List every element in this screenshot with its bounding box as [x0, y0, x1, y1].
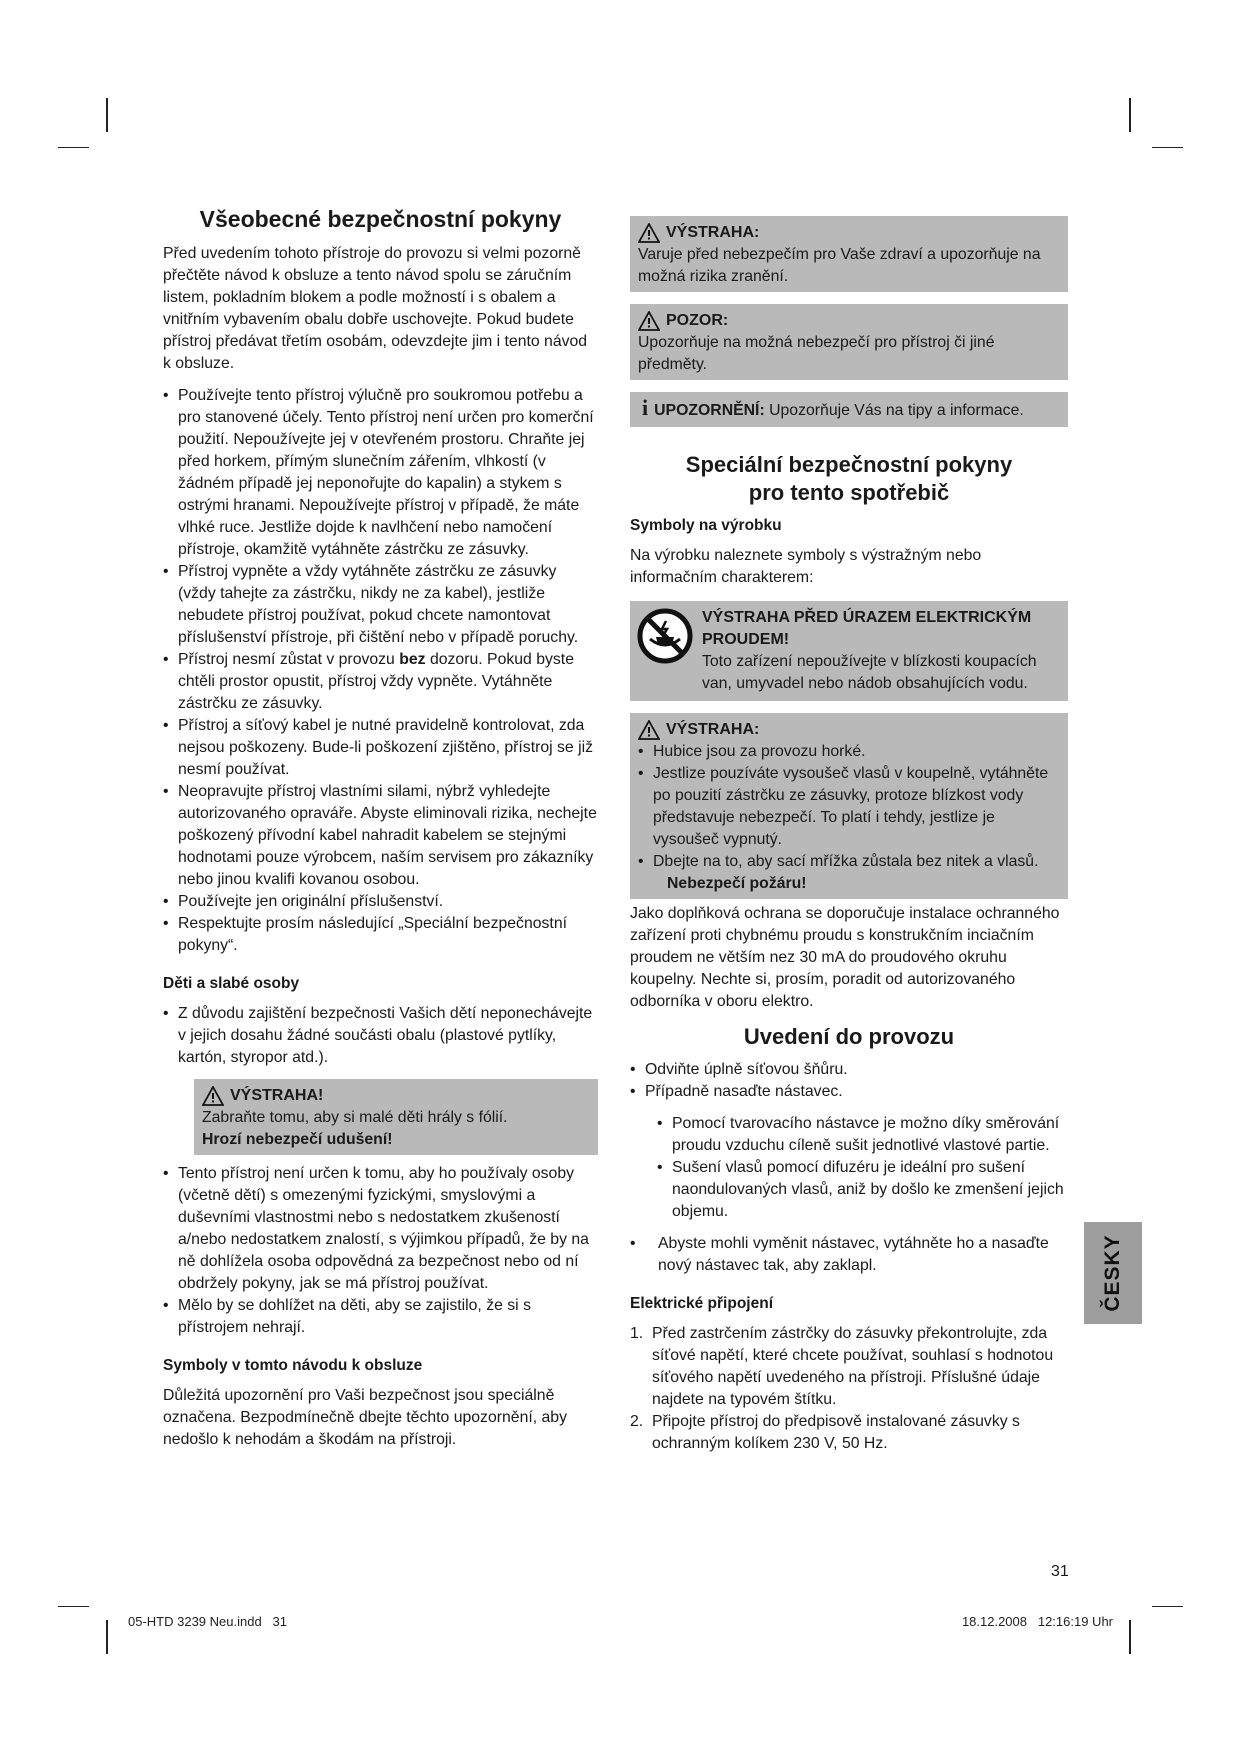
startup-item: • Případně nasaďte nástavec.: [630, 1081, 1068, 1103]
children-heading: Děti a slabé osoby: [163, 975, 300, 992]
electric-shock-warning-box: [630, 601, 1068, 701]
child-warning-text: Zabraňte tomu, aby si malé děti hrály s fólií.: [202, 1109, 508, 1126]
hot-warning-item: • Dbejte na to, aby sací mřížka zůstala bez nitek a vlasů.: [638, 851, 1060, 873]
hot-warning-item: • Hubice jsou za provozu horké.: [638, 741, 1060, 763]
electrical-heading: Elektrické připojení: [630, 1295, 773, 1312]
left-column: [163, 205, 598, 1451]
safety-item: • Neopravujte přístroj vlastními silami, nýbrž vyhledejte autorizovaného opraváře. Abyste eliminovali rizika, nechejte poškozený přívodní kabel nahradit kabelem se stejnými hodnotami pouze výrobcem, naším servisem pro zákazníky nebo jinou kvalifi kovanou osobou.: [163, 781, 598, 891]
crop-mark: [58, 1606, 89, 1607]
upozorneni-text: Upozorňuje Vás na tipy a informace.: [764, 402, 1024, 419]
warning-triangle-icon: [202, 1086, 224, 1106]
safety-item: • Respektujte prosím následující „Speciální bezpečnostní pokyny“.: [163, 913, 598, 957]
warning-triangle-icon: [638, 311, 660, 331]
manual-symbols-heading: Symboly v tomto návodu k obsluze: [163, 1357, 423, 1374]
safety-item: • Přístroj a síťový kabel je nutné pravidelně kontrolovat, zda nejsou poškozeny. Bude-li poškození zjištěno, přístroj se již nesmí používat.: [163, 715, 598, 781]
language-tab: ČESKY: [1084, 1222, 1142, 1324]
hot-warning-item: • Jestlize pouzíváte vysoušeč vlasů v koupelně, vytáhněte po pouzití zástrčku ze zásuvky, protoze blízkost vody představuje nebezpečí. To platí i tehdy, jestlize je vysoušeč vypnutý.: [638, 763, 1060, 851]
upozorneni-legend-box: [630, 392, 1068, 427]
children-item: • Mělo by se dohlížet na děti, aby se zajistilo, že si s přístrojem nehrají.: [163, 1295, 598, 1339]
footer-file-info: 05-HTD 3239 Neu.indd 31: [128, 1614, 287, 1629]
product-symbols-text: Na výrobku naleznete symboly s výstražným nebo informačním charakterem:: [630, 547, 982, 586]
crop-mark: [1152, 1606, 1183, 1607]
warning-triangle-icon: [638, 223, 660, 243]
right-column: [630, 216, 1068, 1455]
info-icon: i: [642, 395, 649, 420]
warning-triangle-icon: [638, 720, 660, 740]
safety-item: • Používejte tento přístroj výlučně pro soukromou potřebu a pro stanovené účely. Tento přístroj není určen pro komerční použití. Nepoužívejte jej v otevřeném prostoru. Chraňte jej před horkem, přímým slunečním zářením, vlhkostí (v žádném případě jej neponořujte do kapalin) a stykem s ostrými hranami. Nepoužívejte přístroj v případě, že máte vlhké ruce. Jestliže dojde k navlhčení nebo namočení přístroje, okamžitě vytáhněte zástrčku ze zásuvky.: [163, 385, 598, 561]
safety-item: • Používejte jen originální příslušenství.: [163, 891, 598, 913]
vystraha-title: VÝSTRAHA:: [666, 224, 760, 241]
startup-item: • Odviňte úplně síťovou šňůru.: [630, 1059, 1068, 1081]
crop-mark: [1129, 98, 1131, 132]
crop-mark: [58, 147, 89, 148]
pozor-text: Upozorňuje na možná nebezpečí pro přístroj či jiné předměty.: [638, 334, 995, 373]
children-item: • Z důvodu zajištění bezpečnosti Vašich dětí neponechávejte v jejich dosahu žádné součásti obalu (plastové pytlíky, kartón, styropor atd.).: [163, 1003, 598, 1069]
product-symbols-heading: Symboly na výrobku: [630, 517, 782, 534]
special-safety-title: Speciální bezpečnostní pokyny: [685, 452, 1013, 477]
attachment-item: • Sušení vlasů pomocí difuzéru je ideální pro sušení naondulovaných vlasů, aniž by došlo ke zmenšení jejich objemu.: [644, 1157, 1068, 1223]
intro-paragraph: Před uvedením tohoto přístroje do provozu si velmi pozorně přečtěte návod k obsluze a tento návod spolu se záručním listem, pokladním blokem a podle možností i s obalem a vnitřním vybavením obalu dobře uschovejte. Pokud budete přístroj předávat třetím osobám, odevzdejte jim i tento návod k obsluze.: [163, 245, 588, 372]
vystraha-text: Varuje před nebezpečím pro Vaše zdraví a upozorňuje na možná rizika zranění.: [638, 246, 1041, 285]
child-warning-bold: Hrozí nebezpečí udušení!: [202, 1131, 393, 1148]
electrical-item: 1. Před zastrčením zástrčky do zásuvky překontrolujte, zda síťové napětí, které chcete používat, souhlasí s hodnotou síťového napětí uvedeného na přístroji. Příslušné údaje najdete na typovém štítku.: [630, 1325, 1054, 1408]
general-safety-title: Všeobecné bezpečnostní pokyny: [199, 206, 562, 232]
pozor-title: POZOR:: [666, 312, 729, 329]
upozorneni-title: UPOZORNĚNÍ:: [654, 402, 765, 419]
special-safety-subtitle: pro tento spotřebič: [748, 480, 950, 505]
child-warning-title: VÝSTRAHA!: [230, 1087, 324, 1104]
safety-item: • Přístroj nesmí zůstat v provozu bez dozoru. Pokud byste chtěli prostor opustit, přístroj vždy vypněte. Vytáhněte zástrčku ze zásuvky.: [163, 649, 598, 715]
safety-list: [163, 385, 598, 957]
safety-item: • Přístroj vypněte a vždy vytáhněte zástrčku ze zásuvky (vždy tahejte za zástrčku, nikdy ne za kabel), jestliže nebudete přístroj používat, pokud chcete namontovat příslušenství přístroje, při čištění nebo v případě poruchy.: [163, 561, 598, 649]
page-number: 31: [1051, 1563, 1069, 1580]
hot-warning-title: VÝSTRAHA:: [666, 721, 760, 738]
crop-mark: [1129, 1620, 1131, 1654]
children-item: • Tento přístroj není určen k tomu, aby ho používaly osoby (včetně dětí) s omezenými fyzickými, smyslovými a duševními vlastnostmi nebo s nedostatkem zkušeností a/nebo nedostatkem znalostí, s výjimkou případů, že by na ně dohlížela osoba odpovědná za bezpečnost nebo od ní obdržely pokyny, jak se má přístroj používat.: [163, 1163, 598, 1295]
crop-mark: [106, 98, 108, 132]
crop-mark: [106, 1620, 108, 1654]
electric-shock-title: VÝSTRAHA PŘED ÚRAZEM ELEKTRICKÝM PROUDEM!: [702, 609, 1032, 648]
fire-danger-text: Nebezpečí požáru!: [667, 875, 807, 892]
child-warning-box: [194, 1079, 598, 1155]
crop-mark: [1152, 147, 1183, 148]
no-water-electric-icon: [636, 607, 694, 665]
electric-shock-text: Toto zařízení nepoužívejte v blízkosti koupacích van, umyvadel nebo nádob obsahujících vodu.: [702, 653, 1037, 692]
footer-timestamp: 18.12.2008 12:16:19 Uhr: [961, 1614, 1113, 1629]
hot-warning-box: [630, 713, 1068, 899]
electrical-item: 2. Připojte přístroj do předpisově instalované zásuvky s ochranným kolíkem 230 V, 50 Hz.: [630, 1413, 1020, 1452]
startup-title: Uvedení do provozu: [743, 1024, 955, 1049]
startup-item: • Abyste mohli vyměnit nástavec, vytáhněte ho a nasaďte nový nástavec tak, aby zaklapl.: [630, 1233, 1068, 1277]
attachment-item: • Pomocí tvarovacího nástavce je možno díky směrování proudu vzduchu cíleně sušit jednotlivé vlastové partie.: [644, 1113, 1068, 1157]
protection-paragraph: Jako doplňková ochrana se doporučuje instalace ochranného zařízení proti chybnému proudu s konstrukčním inciačním proudem ne větším nez 30 mA do proudového okruhu koupelny. Nechte si, prosím, poradit od autorizovaného odborníka v oboru elektro.: [630, 905, 1060, 1010]
manual-symbols-text: Důležitá upozornění pro Vaši bezpečnost jsou speciálně označena. Bezpodmínečně dbejte těchto upozornění, aby nedošlo k nehodám a škodám na přístroji.: [163, 1387, 567, 1448]
vystraha-legend-box: [630, 216, 1068, 292]
pozor-legend-box: [630, 304, 1068, 380]
